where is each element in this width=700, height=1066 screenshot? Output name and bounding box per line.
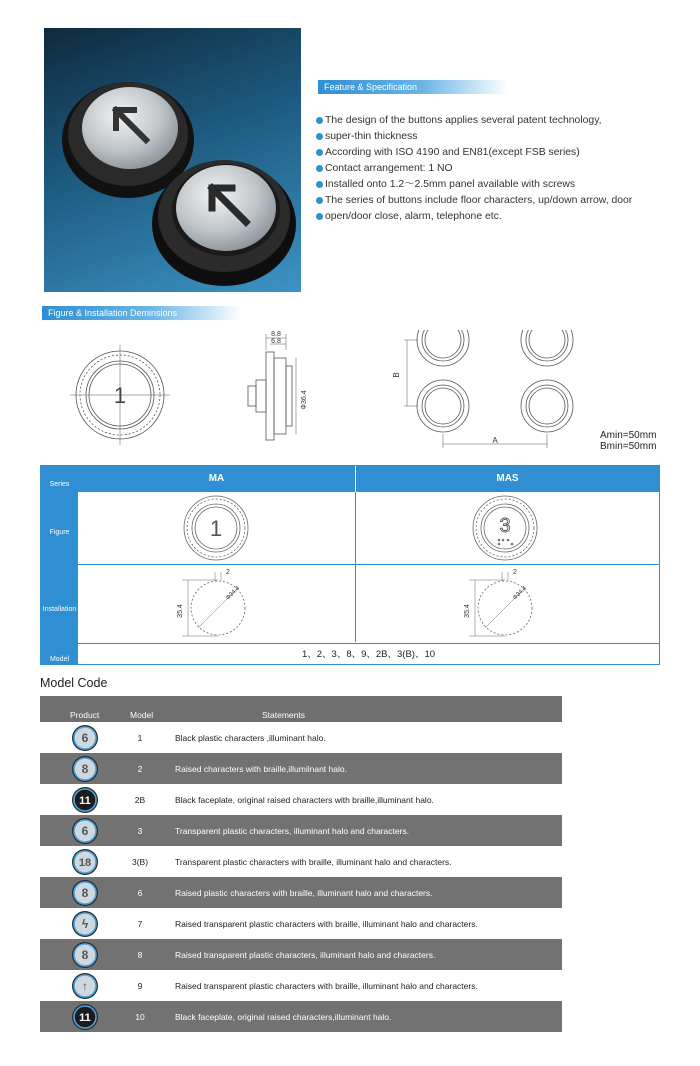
- row-model: 8: [137, 950, 143, 960]
- feature-item-cont: open/door close, alarm, telephone etc.: [316, 209, 656, 225]
- row-statement: Raised plastic characters with braille, illuminant halo and characters.: [175, 888, 433, 898]
- button-glyph: 8: [81, 762, 89, 776]
- series-row-labels: [41, 466, 78, 664]
- installation-drawings: [60, 330, 670, 460]
- series-figure-row: [78, 492, 659, 564]
- feature-item: The series of buttons include floor characters, up/down arrow, door: [316, 193, 656, 209]
- ma-install-diameter: Φ34.4: [225, 585, 242, 602]
- column-mas: MAS: [356, 466, 659, 492]
- series-label: Series: [49, 481, 70, 488]
- series-models: 1、2、3、8、9、2B、3(B)、10: [301, 649, 436, 660]
- button-glyph: 6: [81, 731, 89, 745]
- model-code-row: [40, 877, 562, 908]
- model-code-row: [40, 1001, 562, 1032]
- hero-photo: [44, 28, 301, 292]
- bmin-text: Bmin=50mm: [600, 441, 657, 452]
- model-code-row: [40, 908, 562, 939]
- ma-install-height: 35.4: [177, 604, 184, 618]
- model-code-row: [40, 846, 562, 877]
- braille-dots: [498, 539, 514, 546]
- ma-figure-glyph: 1: [209, 516, 223, 541]
- series-installation-row: [78, 564, 659, 643]
- ma-install-gap: 2: [226, 569, 230, 576]
- series-spec-table: [40, 465, 660, 665]
- model-code-row: [40, 753, 562, 784]
- row-statement: Black faceplate, original raised characters,illuminant halo.: [175, 1012, 392, 1022]
- elevator-button-icon: [71, 910, 99, 938]
- mas-install-gap: 2: [513, 569, 517, 576]
- elevator-button-icon: [71, 972, 99, 1000]
- side-dim-top2: 6.8: [271, 338, 281, 345]
- model-code-row: [40, 939, 562, 970]
- row-statement: Raised transparent plastic characters with braille, illuminant halo and characters.: [175, 981, 478, 991]
- amin-text: Amin=50mm: [600, 430, 657, 441]
- feature-spec-header: Feature & Specification: [318, 80, 508, 94]
- feature-item: The design of the buttons applies several patent technology,: [316, 113, 656, 129]
- feature-list: [316, 113, 656, 225]
- button-glyph: 18: [78, 857, 92, 869]
- model-code-row: [40, 784, 562, 815]
- elevator-arrow-button-photo: [44, 28, 301, 292]
- elevator-button-icon: [71, 941, 99, 969]
- elevator-button-icon: [71, 1003, 99, 1031]
- min-spacing: [600, 430, 656, 452]
- row-model: 9: [137, 981, 143, 991]
- model-code-rows: [40, 722, 562, 1032]
- model-code-row: [40, 970, 562, 1001]
- spacing-a-label: A: [492, 436, 498, 445]
- elevator-button-icon: [71, 755, 99, 783]
- elevator-button-icon: [71, 817, 99, 845]
- mas-install-height: 35.4: [464, 604, 471, 618]
- row-statement: Transparent plastic characters with braille, illuminant halo and characters.: [175, 857, 452, 867]
- side-dim-top1: 8.8: [271, 331, 281, 338]
- row-model: 3: [137, 826, 143, 836]
- figure-install-header: Figure & Installation Deminsions: [42, 306, 242, 320]
- feature-item: Installed onto 1.2～2.5mm panel available with screws: [316, 177, 656, 193]
- front-view-glyph: 1: [113, 383, 127, 408]
- row-model: 7: [137, 919, 143, 929]
- feature-item-cont: super-thin thickness: [316, 129, 656, 145]
- button-glyph: 11: [79, 1012, 91, 1024]
- elevator-button-icon: [71, 724, 99, 752]
- row-model: 3(B): [131, 857, 149, 867]
- row-model: 2: [137, 764, 143, 774]
- row-model: 1: [137, 733, 143, 743]
- figure-label: Figure: [49, 529, 70, 536]
- button-glyph: 8: [81, 886, 89, 900]
- row-statement: Transparent plastic characters, illuminant halo and characters.: [175, 826, 410, 836]
- row-model: 10: [135, 1012, 145, 1022]
- header-product: Product: [70, 710, 100, 720]
- row-statement: Raised transparent plastic characters with braille, illuminant halo and characters.: [175, 919, 478, 929]
- side-dim-diameter: Φ36.4: [301, 390, 308, 410]
- row-statement: Black plastic characters ,illuminant halo.: [175, 733, 326, 743]
- elevator-button-icon: [71, 879, 99, 907]
- row-statement: Raised characters with braille,illumilnant halo.: [175, 764, 347, 774]
- spacing-b-label: B: [392, 372, 401, 378]
- row-model: 6: [137, 888, 143, 898]
- button-glyph: 11: [79, 795, 91, 807]
- model-code-header: [40, 696, 562, 722]
- elevator-button-icon: [71, 848, 99, 876]
- mas-install-diameter: Φ34.4: [512, 585, 529, 602]
- button-glyph: 6: [81, 824, 89, 838]
- mas-figure-glyph: 3: [499, 515, 511, 537]
- feature-item: According with ISO 4190 and EN81(except FSB series): [316, 145, 656, 161]
- model-code-row: [40, 815, 562, 846]
- elevator-button-icon: [71, 786, 99, 814]
- row-model: 2B: [134, 795, 146, 805]
- model-label: Model: [49, 656, 70, 663]
- feature-item: Contact arrangement: 1 NO: [316, 161, 656, 177]
- model-code-row: [40, 722, 562, 753]
- button-glyph: 8: [81, 948, 89, 962]
- header-model: Model: [130, 710, 154, 720]
- column-ma: MA: [78, 466, 355, 492]
- row-statement: Black faceplate, original raised characters with braille,illuminant halo.: [175, 795, 434, 805]
- model-code-table: [40, 696, 562, 1032]
- button-glyph: ϟ: [81, 917, 89, 931]
- model-code-title: Model Code: [40, 676, 108, 690]
- installation-label: Installation: [42, 606, 77, 613]
- button-glyph: ↑: [82, 979, 88, 993]
- header-statements: Statements: [262, 710, 305, 720]
- row-statement: Raised transparent plastic characters, illuminant halo and characters.: [175, 950, 436, 960]
